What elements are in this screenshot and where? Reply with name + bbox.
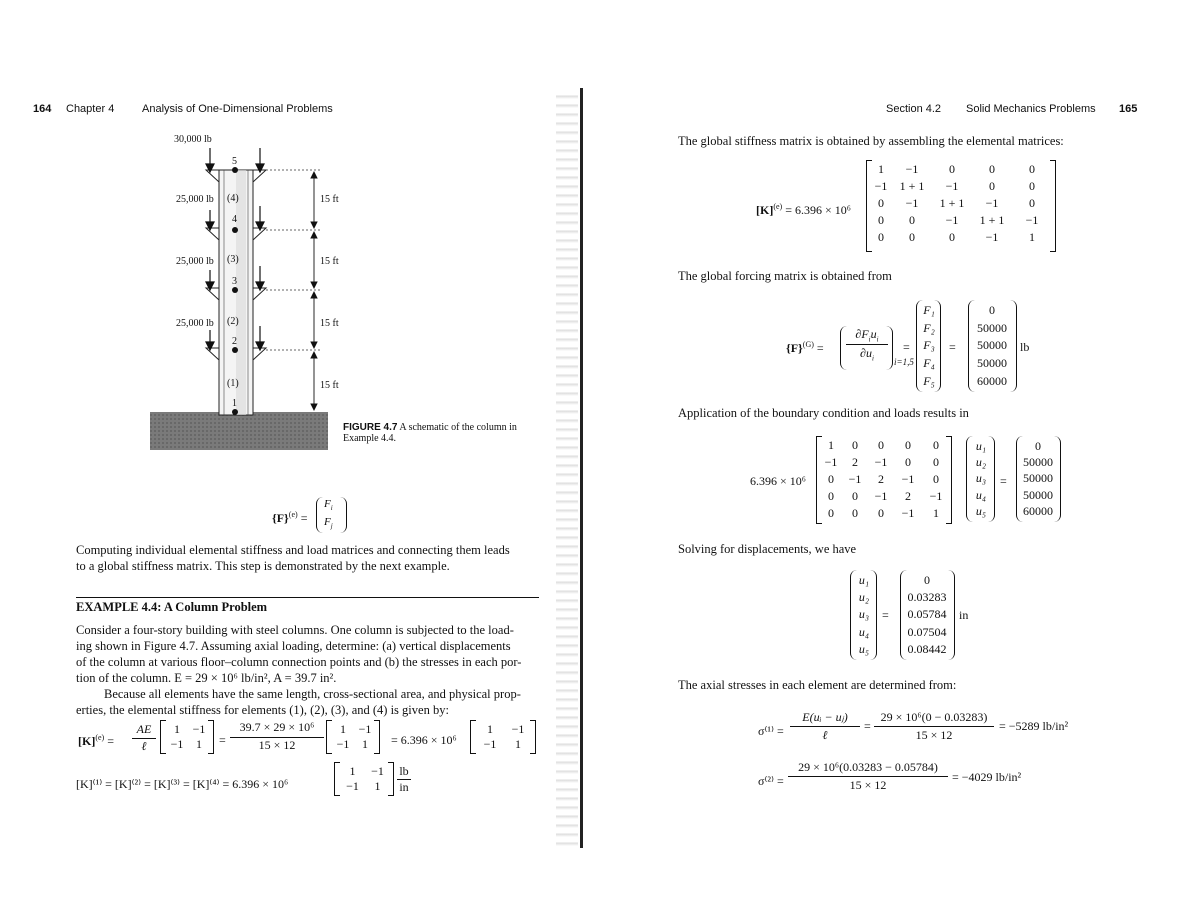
global-k-cell-1-1: 1 + 1 xyxy=(899,179,925,193)
example-rule xyxy=(76,597,539,598)
global-f-range: i=1,5 xyxy=(894,357,914,367)
force-symbol-3: F₄ xyxy=(923,356,935,371)
bc-matrix-cell-0-3: 0 xyxy=(905,438,911,452)
elem-matrix-2: 1 −1 −1 1 xyxy=(336,722,372,751)
load-label-floor3: 25,000 lb xyxy=(176,256,214,267)
bc-rhs-2: 50000 xyxy=(1023,471,1053,486)
dimension-label-3: 15 ft xyxy=(320,256,339,267)
bc-load-vector xyxy=(1018,438,1058,520)
stiffness-frac2-num: 39.7 × 29 × 10⁶ xyxy=(239,720,315,734)
unit-in: in xyxy=(399,780,409,794)
figure-caption-label: FIGURE 4.7 xyxy=(343,422,398,433)
unit-lb: lb xyxy=(399,764,409,778)
bc-rhs-4: 60000 xyxy=(1023,504,1053,519)
solution-u-0: u₁ xyxy=(858,573,870,588)
force-symbol-1: F₂ xyxy=(923,320,935,335)
force-value-vector xyxy=(972,302,1012,390)
force-symbol-0: F₁ xyxy=(923,303,935,318)
node-label-1: 1 xyxy=(232,398,237,409)
figure-caption-text-2: Example 4.4. xyxy=(343,433,397,444)
global-k-cell-3-2: −1 xyxy=(945,213,959,227)
global-stiffness-matrix xyxy=(870,162,1052,245)
solution-u-4: u₅ xyxy=(858,641,870,656)
dimension-label-2: 15 ft xyxy=(320,318,339,329)
global-k-cell-4-1: 0 xyxy=(909,230,915,244)
bc-matrix-cell-0-0: 1 xyxy=(828,438,834,452)
global-k-cell-1-3: 0 xyxy=(989,179,995,193)
solution-u-2: u₃ xyxy=(858,607,870,622)
bc-matrix xyxy=(820,438,950,521)
load-matrix-equation: $\{F\}^{(e)}$ = xyxy=(272,510,308,525)
solution-value-3: 0.07504 xyxy=(907,624,947,639)
figure-caption-text: A schematic of the column in xyxy=(399,422,517,433)
fj-entry: $F_j$ xyxy=(324,516,333,531)
global-k-cell-0-3: 0 xyxy=(989,162,995,176)
global-k-cell-3-0: 0 xyxy=(878,213,884,227)
global-f-lhs: $\{F\}^{(G)}$ = xyxy=(786,340,824,355)
global-f-intro: The global forcing matrix is obtained from xyxy=(678,269,892,283)
global-k-cell-1-4: 0 xyxy=(1029,179,1035,193)
bc-u-0: u₁ xyxy=(975,438,987,453)
solve-intro: Solving for displacements, we have xyxy=(678,542,857,556)
bc-rhs-3: 50000 xyxy=(1023,487,1053,502)
stress-intro: The axial stresses in each element are determined from: xyxy=(678,678,957,692)
brace-left xyxy=(316,497,323,533)
chapter-title: Analysis of One-Dimensional Problems xyxy=(142,103,333,115)
node-label-5: 5 xyxy=(232,156,237,167)
node-label-4: 4 xyxy=(232,214,237,225)
stiffness-frac1-den: ℓ xyxy=(141,739,147,753)
stiffness-frac2-den: 15 × 12 xyxy=(258,738,296,752)
section-label: Section 4.2 xyxy=(886,103,942,115)
stiffness-equal-all: [K]⁽¹⁾ = [K]⁽²⁾ = [K]⁽³⁾ = [K]⁽⁴⁾ = 6.396 × 10⁶ xyxy=(76,777,289,791)
global-k-cell-2-1: −1 xyxy=(905,196,919,210)
bc-matrix-cell-1-1: 2 xyxy=(852,455,858,469)
global-k-cell-0-1: −1 xyxy=(905,162,919,176)
global-k-cell-2-0: 0 xyxy=(878,196,884,210)
elem-matrix-3: 1 −1 −1 1 xyxy=(483,722,525,751)
global-f-num: $\partial F_iu_i$ xyxy=(855,327,879,344)
bc-u-1: u₂ xyxy=(975,455,987,470)
bc-matrix-cell-0-1: 0 xyxy=(852,438,858,452)
section-title: Solid Mechanics Problems xyxy=(966,103,1096,115)
bc-rhs-1: 50000 xyxy=(1023,455,1053,470)
chapter-label: Chapter 4 xyxy=(66,103,115,115)
global-k-cell-4-3: −1 xyxy=(985,230,999,244)
force-value-4: 60000 xyxy=(977,373,1007,388)
global-k-cell-0-2: 0 xyxy=(949,162,955,176)
global-k-cell-3-4: −1 xyxy=(1025,213,1039,227)
force-value-2: 50000 xyxy=(977,338,1007,353)
solution-value-2: 0.05784 xyxy=(907,607,947,622)
column-diagram xyxy=(150,130,550,450)
global-k-cell-2-2: 1 + 1 xyxy=(939,196,965,210)
bc-matrix-cell-0-4: 0 xyxy=(933,438,939,452)
elem-matrix-4: 1 −1 −1 1 xyxy=(346,764,384,793)
example-title: EXAMPLE 4.4: A Column Problem xyxy=(76,600,268,614)
bc-matrix-cell-1-4: 0 xyxy=(933,455,939,469)
stiffness-lhs: $[K]^{(e)}$ = xyxy=(78,733,114,748)
stress1-lhs: σ⁽¹⁾ = xyxy=(758,724,784,738)
solution-displacement-values xyxy=(904,572,950,658)
left-page-number: 164 xyxy=(33,103,52,115)
page-gutter xyxy=(580,88,583,848)
bc-matrix-cell-4-4: 1 xyxy=(933,506,939,520)
paragraph-stiffness-intro: Computing individual elemental stiffness and load matrices and connecting them leads to a global stiffness matrix. This step is demonstrated by the next example. xyxy=(76,543,510,573)
bc-u-2: u₃ xyxy=(975,471,987,486)
bc-u-4: u₅ xyxy=(975,504,987,519)
stress1-num1: E(uᵢ − uⱼ) xyxy=(802,710,848,724)
bc-matrix-cell-3-2: −1 xyxy=(874,489,888,503)
solution-u-3: u₄ xyxy=(858,624,870,639)
global-k-cell-2-3: −1 xyxy=(985,196,999,210)
bc-matrix-cell-2-3: −1 xyxy=(901,472,915,486)
stress2-lhs: σ⁽²⁾ = xyxy=(758,774,784,788)
global-k-cell-0-0: 1 xyxy=(878,162,884,176)
stress2-num: 29 × 10⁶(0.03283 − 0.05784) xyxy=(798,760,938,774)
force-symbol-2: F₃ xyxy=(923,338,935,353)
bc-matrix-cell-3-3: 2 xyxy=(905,489,911,503)
bc-matrix-cell-2-0: 0 xyxy=(828,472,834,486)
stress1-den1: ℓ xyxy=(822,728,828,742)
brace-right xyxy=(340,497,347,533)
global-k-intro: The global stiffness matrix is obtained by assembling the elemental matrices: xyxy=(678,134,1064,148)
node-label-2: 2 xyxy=(232,336,237,347)
stress2-den: 15 × 12 xyxy=(849,778,887,792)
global-k-cell-2-4: 0 xyxy=(1029,196,1035,210)
bc-matrix-cell-2-2: 2 xyxy=(878,472,884,486)
element-label-4: (4) xyxy=(227,193,239,204)
force-value-0: 0 xyxy=(989,303,995,318)
bc-matrix-cell-4-1: 0 xyxy=(852,506,858,520)
figure-column-schematic xyxy=(150,130,550,450)
figure-caption xyxy=(343,422,517,444)
bc-matrix-cell-1-2: −1 xyxy=(874,455,888,469)
stiffness-factor: = 6.396 × 10⁶ xyxy=(391,733,457,747)
global-k-cell-4-0: 0 xyxy=(878,230,884,244)
bc-matrix-cell-1-0: −1 xyxy=(824,455,838,469)
global-k-lhs: $[K]^{(e)} = 6.396 \times 10^6$ xyxy=(756,202,851,217)
global-k-cell-1-2: −1 xyxy=(945,179,959,193)
example-statement: Consider a four-story building with steel columns. One column is subjected to the load- ing shown in Figure 4.7. Assuming axial loading, determine: (a) vertical displacements of the column at various floor–column connection points and (b) the stresses in each por- tion of the column. E = 29 × 10⁶ lb/in², A = 39.7 in². Because all elements have the same length, cross-sectional area, and physical prop- erties, the elemental stiffness for elements (1), (2), (3), and (4) is given by: xyxy=(76,623,522,717)
bc-matrix-cell-3-0: 0 xyxy=(828,489,834,503)
bc-intro: Application of the boundary condition and loads results in xyxy=(678,406,969,420)
global-k-cell-1-0: −1 xyxy=(874,179,888,193)
element-label-3: (3) xyxy=(227,254,239,265)
solution-u-1: u₂ xyxy=(858,590,870,605)
bc-matrix-cell-3-1: 0 xyxy=(852,489,858,503)
bc-matrix-cell-4-0: 0 xyxy=(828,506,834,520)
bc-matrix-cell-4-2: 0 xyxy=(878,506,884,520)
bc-matrix-cell-4-3: −1 xyxy=(901,506,915,520)
stress1-num2: 29 × 10⁶(0 − 0.03283) xyxy=(880,710,988,724)
global-k-cell-4-2: 0 xyxy=(949,230,955,244)
solution-value-0: 0 xyxy=(924,573,930,588)
stress1-result: = −5289 lb/in² xyxy=(999,719,1069,733)
solution-value-1: 0.03283 xyxy=(907,590,947,605)
force-unit: lb xyxy=(1020,340,1030,354)
force-value-1: 50000 xyxy=(977,320,1007,335)
element-label-1: (1) xyxy=(227,378,239,389)
node-label-3: 3 xyxy=(232,276,237,287)
bc-matrix-cell-1-3: 0 xyxy=(905,455,911,469)
dimension-label-4: 15 ft xyxy=(320,194,339,205)
load-label-top: 30,000 lb xyxy=(174,134,212,145)
global-f-den: $\partial u_i$ xyxy=(860,346,874,363)
fi-entry: $F_i$ xyxy=(324,498,333,513)
load-label-floor4: 25,000 lb xyxy=(176,194,214,205)
global-k-cell-0-4: 0 xyxy=(1029,162,1035,176)
displacement-unit: in xyxy=(959,608,969,622)
global-k-cell-3-1: 0 xyxy=(909,213,915,227)
solution-value-4: 0.08442 xyxy=(907,641,947,656)
stress1-den2: 15 × 12 xyxy=(915,728,953,742)
load-label-floor2: 25,000 lb xyxy=(176,318,214,329)
element-label-2: (2) xyxy=(227,316,239,327)
bc-u-3: u₄ xyxy=(975,487,987,502)
global-k-cell-4-4: 1 xyxy=(1029,230,1035,244)
force-symbol-4: F₅ xyxy=(923,373,935,388)
bc-matrix-cell-2-1: −1 xyxy=(848,472,862,486)
bc-matrix-cell-3-4: −1 xyxy=(929,489,943,503)
bc-matrix-cell-2-4: 0 xyxy=(933,472,939,486)
binding-shadow xyxy=(556,90,578,850)
stress2-result: = −4029 lb/in² xyxy=(952,770,1022,784)
stiffness-frac1-num: AE xyxy=(136,722,152,736)
right-page-number: 165 xyxy=(1119,103,1138,115)
bc-factor: 6.396 × 10⁶ xyxy=(750,474,806,488)
dimension-label-1: 15 ft xyxy=(320,380,339,391)
bc-rhs-0: 0 xyxy=(1035,438,1041,453)
global-k-cell-3-3: 1 + 1 xyxy=(979,213,1005,227)
bc-matrix-cell-0-2: 0 xyxy=(878,438,884,452)
elem-matrix-1: 1 −1 −1 1 xyxy=(170,722,206,751)
force-value-3: 50000 xyxy=(977,356,1007,371)
